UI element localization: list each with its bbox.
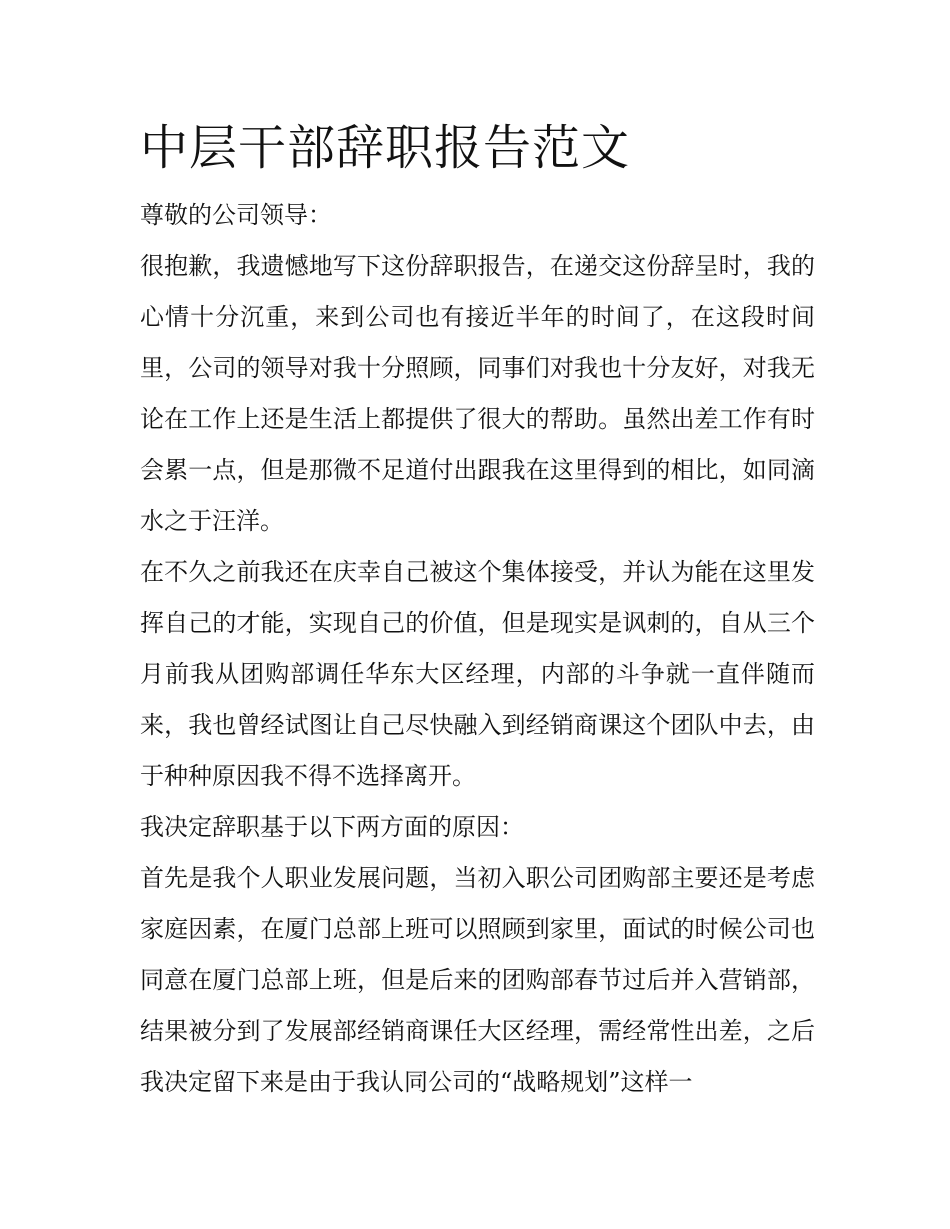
salutation: 尊敬的公司领导： bbox=[140, 201, 332, 229]
paragraph-1: 很抱歉，我遗憾地写下这份辞职报告，在递交这份辞呈时，我的心情十分沉重，来到公司也有接近半年的时间了，在这段时间里，公司的领导对我十分照顾，同事们对我也十分友好，对我无论在工作上还是生活上都提供了很大的帮助。虽然出差工作有时会累一点，但是那微不足道付出跟我在这里得到的相比，如同滴水之于汪洋。 bbox=[140, 252, 815, 535]
paragraph-4: 首先是我个人职业发展问题，当初入职公司团购部主要还是考虑家庭因素，在厦门总部上班可以照顾到家里，面试的时候公司也同意在厦门总部上班，但是后来的团购部春节过后并入营销部，结果被分到了发展部经销商课任大区经理，需经常性出差，之后我决定留下来是由于我认同公司的“战略规划”这样一 bbox=[140, 864, 815, 1096]
paragraph-2: 在不久之前我还在庆幸自己被这个集体接受，并认为能在这里发挥自己的才能，实现自己的价值，但是现实是讽刺的，自从三个月前我从团购部调任华东大区经理，内部的斗争就一直伴随而来，我也曾经试图让自己尽快融入到经销商课这个团队中去，由于种种原因我不得不选择离开。 bbox=[140, 558, 815, 790]
document-page bbox=[140, 112, 815, 1108]
document-title: 中层干部辞职报告范文 bbox=[140, 120, 631, 176]
paragraph-3: 我决定辞职基于以下两方面的原因： bbox=[140, 813, 524, 841]
